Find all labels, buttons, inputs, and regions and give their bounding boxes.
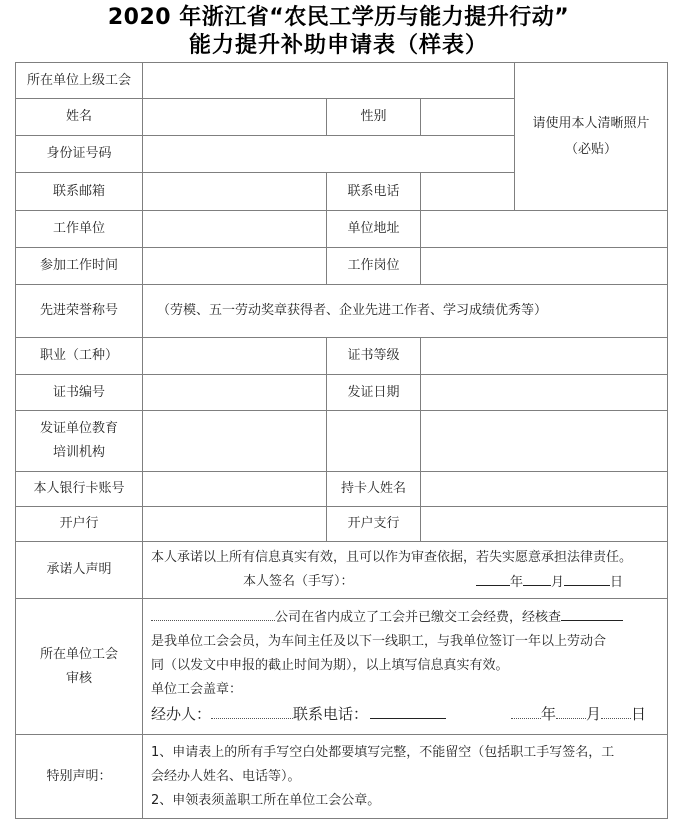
union-review-label: [15, 598, 143, 735]
day-label: 日: [631, 705, 647, 723]
union-phone-blank[interactable]: [370, 703, 446, 719]
member-name-blank[interactable]: [561, 605, 623, 621]
union-review-line1: [151, 605, 659, 630]
pledge-year-blank[interactable]: [476, 570, 510, 586]
cardholder-name-field[interactable]: [420, 471, 668, 507]
union-day-blank[interactable]: [601, 703, 631, 719]
union-review-content: [142, 598, 668, 735]
superior-union-label: 所在单位上级工会: [15, 62, 143, 99]
phone-label: 联系电话: [326, 172, 421, 211]
bank-branch-label: 开户支行: [326, 506, 421, 542]
union-seal-label: 单位工会盖章：: [151, 682, 243, 697]
cert-level-label: 证书等级: [326, 337, 421, 375]
signature-label: 本人签名（手写）：: [243, 574, 354, 589]
cert-number-label: 证书编号: [15, 374, 143, 411]
position-label: 工作岗位: [326, 247, 421, 285]
issuer-extra-field-2[interactable]: [420, 410, 668, 472]
union-review-line2: 是我单位工会会员，为车间主任及以下一线职工，与我单位签订一年以上劳动合: [151, 634, 607, 649]
start-work-date-field[interactable]: [142, 247, 327, 285]
gender-field[interactable]: [420, 98, 515, 136]
issuer-label-line1: 发证单位教育: [39, 421, 118, 436]
issuer-field[interactable]: [142, 410, 327, 472]
year-label: 年: [541, 705, 557, 723]
name-field[interactable]: [142, 98, 327, 136]
bank-label: 开户行: [15, 506, 143, 542]
email-label: 联系邮箱: [15, 172, 143, 211]
year-label: 年: [510, 575, 524, 590]
union-review-label-line1: 所在单位工会: [39, 646, 118, 662]
employer-address-label: 单位地址: [326, 210, 421, 248]
pledge-date[interactable]: [476, 570, 623, 595]
union-review-line1-text: 公司在省内成立了工会并已缴交工会经费，经核查: [275, 610, 562, 625]
honors-field[interactable]: （劳模、五一劳动奖章获得者、企业先进工作者、学习成绩优秀等）: [142, 284, 668, 338]
note1-line2: 会经办人姓名、电话等）。: [151, 769, 301, 784]
occupation-field[interactable]: [142, 337, 327, 375]
start-work-date-label: 参加工作时间: [15, 247, 143, 285]
occupation-label: 职业（工种）: [15, 337, 143, 375]
position-field[interactable]: [420, 247, 668, 285]
handler-label: 经办人：: [151, 705, 212, 723]
pledge-day-blank[interactable]: [564, 570, 610, 586]
honors-label: 先进荣誉称号: [15, 284, 143, 338]
pledge-content: [142, 541, 668, 599]
issue-date-label: 发证日期: [326, 374, 421, 411]
bank-branch-field[interactable]: [420, 506, 668, 542]
note2: 2、申领表须盖职工所在单位工会公章。: [151, 793, 381, 808]
pledge-month-blank[interactable]: [523, 570, 551, 586]
form-title-line2: 能力提升补助申请表（样表）: [188, 33, 488, 58]
cardholder-name-label: 持卡人姓名: [326, 471, 421, 507]
bank-account-field[interactable]: [142, 471, 327, 507]
phone-field[interactable]: [420, 172, 515, 211]
issuer-label-line2: 培训机构: [52, 445, 105, 460]
issuer-label: [15, 410, 143, 472]
photo-placeholder[interactable]: [514, 62, 668, 211]
pledge-signature-row: [151, 570, 659, 594]
pledge-label: 承诺人声明: [15, 541, 143, 599]
issuer-extra-field-1[interactable]: [326, 410, 421, 472]
union-review-date[interactable]: [511, 702, 646, 726]
union-year-blank[interactable]: [511, 703, 541, 719]
employer-label: 工作单位: [15, 210, 143, 248]
day-label: 日: [610, 575, 624, 590]
name-label: 姓名: [15, 98, 143, 136]
cert-level-field[interactable]: [420, 337, 668, 375]
note1-line1: 1、申请表上的所有手写空白处都要填写完整，不能留空（包括职工手写签名，工: [151, 745, 615, 760]
gender-label: 性别: [326, 98, 421, 136]
union-phone-label: 联系电话：: [293, 705, 369, 723]
id-number-field[interactable]: [142, 135, 515, 173]
bank-account-label: 本人银行卡账号: [15, 471, 143, 507]
photo-required-note: （必贴）: [564, 141, 617, 157]
month-label: 月: [586, 705, 602, 723]
superior-union-field[interactable]: [142, 62, 515, 99]
month-label: 月: [551, 575, 565, 590]
cert-number-field[interactable]: [142, 374, 327, 411]
special-notes-label: 特别声明：: [15, 734, 143, 819]
pledge-text: 本人承诺以上所有信息真实有效，且可以作为审查依据，若失实愿意承担法律责任。: [151, 550, 633, 565]
employer-field[interactable]: [142, 210, 327, 248]
company-name-blank[interactable]: [151, 605, 275, 621]
email-field[interactable]: [142, 172, 327, 211]
handler-blank[interactable]: [211, 703, 293, 719]
bank-field[interactable]: [142, 506, 327, 542]
special-notes-content: [142, 734, 668, 819]
photo-instruction: 请使用本人清晰照片: [532, 115, 650, 131]
union-review-line3: 同（以发文中申报的截止时间为期），以上填写信息真实有效。: [151, 658, 509, 673]
union-month-blank[interactable]: [556, 703, 586, 719]
union-review-label-line2: 审核: [65, 670, 92, 686]
employer-address-field[interactable]: [420, 210, 668, 248]
form-title-line1: 2020 年浙江省“农民工学历与能力提升行动”: [107, 5, 570, 30]
id-number-label: 身份证号码: [15, 135, 143, 173]
union-handler-row: [151, 702, 659, 728]
issue-date-field[interactable]: [420, 374, 668, 411]
